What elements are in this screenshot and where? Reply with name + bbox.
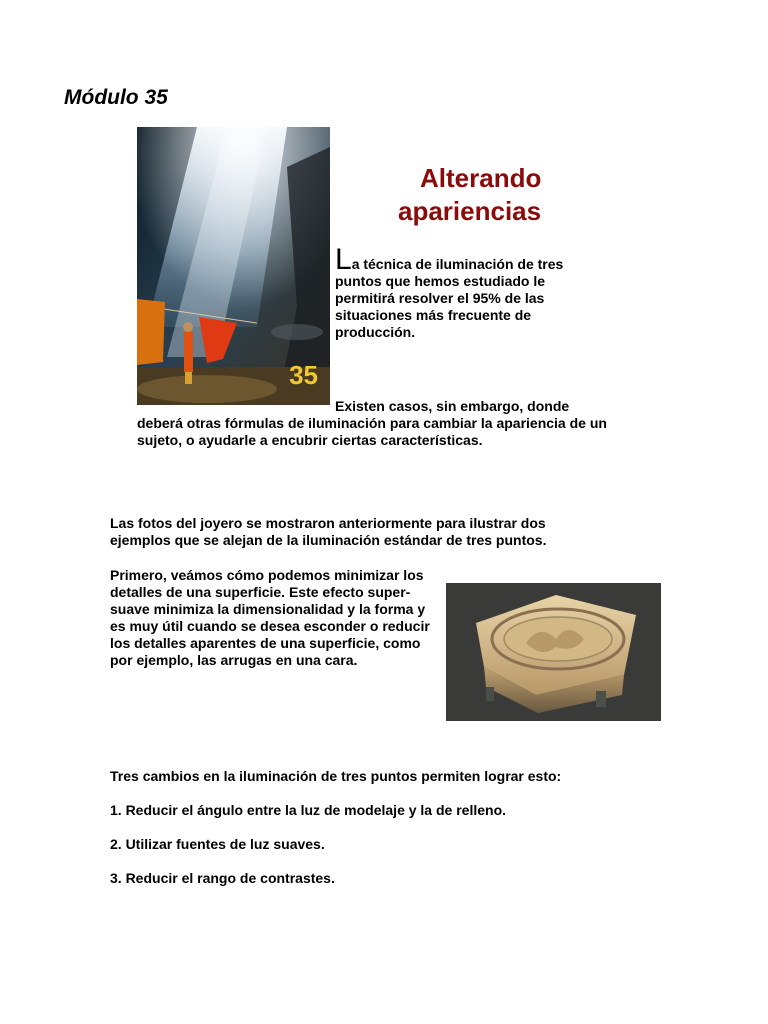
intro-text: a técnica de iluminación de tres puntos que hemos estudiado le permitirá resolver el 95% de las situaciones más frecuente de producción.	[335, 256, 564, 340]
intro-paragraph	[335, 243, 605, 341]
paragraph-2-rest: deberá otras fórmulas de iluminación para cambiar la apariencia de un sujeto, o ayudarle a encubrir ciertas características.	[137, 415, 607, 448]
page-heading	[398, 162, 598, 228]
paragraph-3: Las fotos del joyero se mostraron anteriormente para ilustrar dos ejemplos que se alejan de la iluminación estándar de tres puntos.	[110, 515, 547, 548]
heading-line-2: apariencias	[398, 196, 542, 226]
cave-light-photo	[137, 127, 330, 405]
photo-number-badge: 35	[289, 360, 318, 390]
paragraph-2	[137, 398, 627, 449]
paragraph-4: Primero, veámos cómo podemos minimizar los detalles de una superficie. Este efecto super-suave minimiza la dimensionalidad y la forma y es muy útil cuando se desea esconder o reducir los detalles aparentes de una superficie, como por ejemplo, las arrugas en una cara.	[110, 567, 430, 668]
list-item: 2. Utilizar fuentes de luz suaves.	[110, 836, 325, 852]
module-title: Módulo 35	[64, 86, 168, 109]
paragraph-5: Tres cambios en la iluminación de tres puntos permiten lograr esto:	[110, 768, 562, 784]
list-item: 1. Reducir el ángulo entre la luz de modelaje y la de relleno.	[110, 802, 507, 818]
list-item: 3. Reducir el rango de contrastes.	[110, 870, 335, 886]
jewelry-box-photo	[446, 583, 661, 721]
drop-cap: L	[335, 243, 352, 276]
jewelry-box-illustration	[446, 583, 661, 721]
paragraph-2-first-line: Existen casos, sin embargo, donde	[335, 398, 570, 414]
heading-line-1: Alterando	[420, 163, 542, 193]
